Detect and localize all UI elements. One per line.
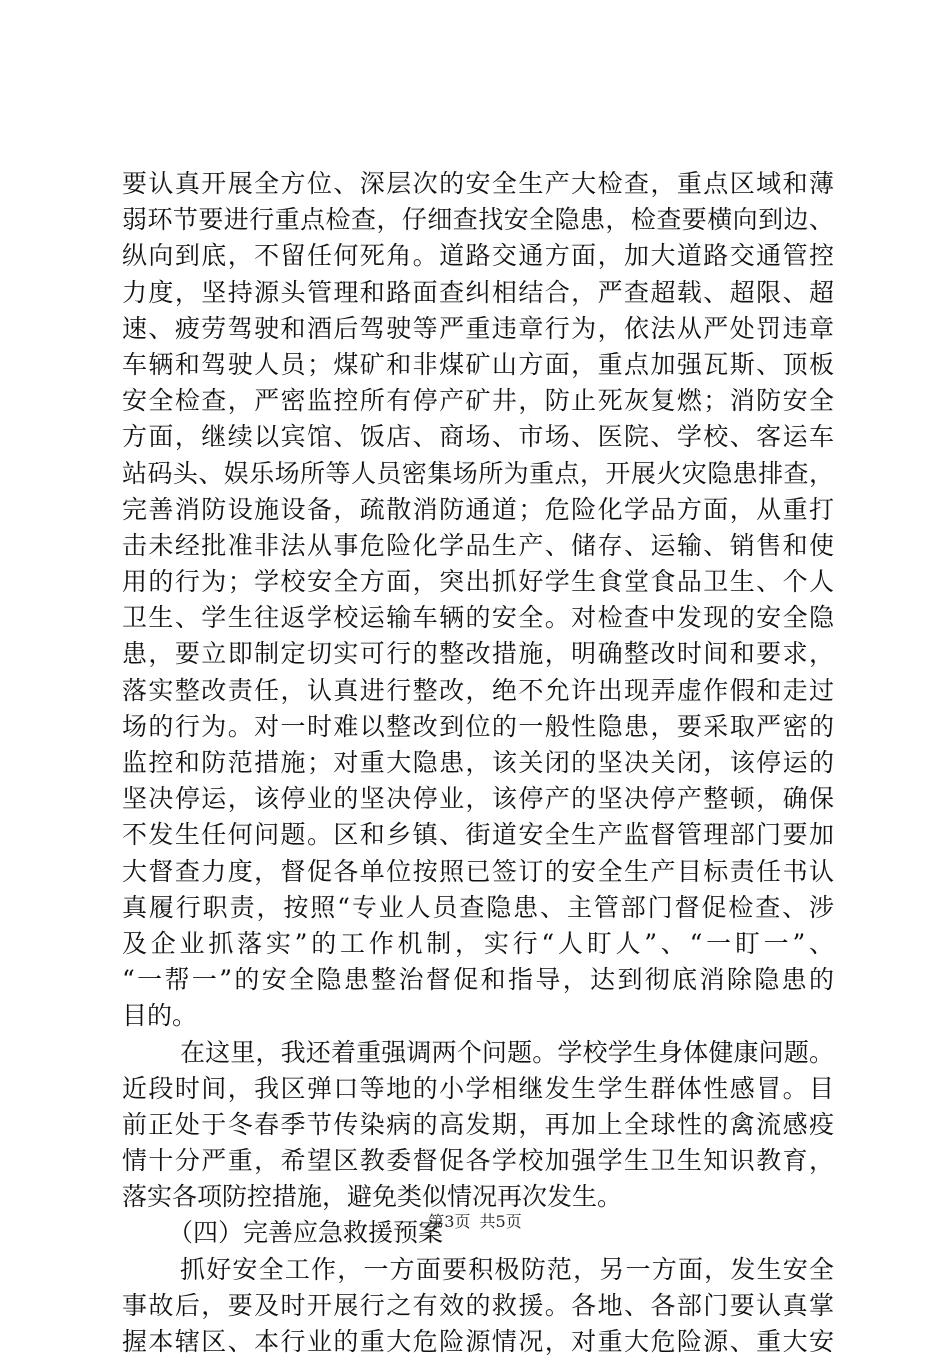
text-line: 监控和防范措施；对重大隐患，该关闭的坚决关闭，该停运的 xyxy=(122,748,834,777)
text-line: 击未经批准非法从事危险化学品生产、储存、运输、销售和使 xyxy=(122,530,834,560)
text-line: 纵向到底，不留任何死角。道路交通方面，加大道路交通管控 xyxy=(122,241,834,271)
text-line: 速、疲劳驾驶和酒后驾驶等严重违章行为，依法从严处罚违章 xyxy=(122,313,834,343)
text-line: 在这里，我还着重强调两个问题。学校学生身体健康问题。 xyxy=(180,1037,834,1067)
text-line: 方面，继续以宾馆、饭店、商场、市场、医院、学校、客运车 xyxy=(122,422,834,452)
text-line: 卫生、学生往返学校运输车辆的安全。对检查中发现的安全隐 xyxy=(122,603,834,633)
text-line: 抓好安全工作，一方面要积极防范，另一方面，发生安全 xyxy=(180,1254,834,1284)
page-total: 共5页 xyxy=(479,1212,522,1231)
text-line: 近段时间，我区弹口等地的小学相继发生学生群体性感冒。目 xyxy=(122,1073,834,1103)
text-line: 患，要立即制定切实可行的整改措施，明确整改时间和要求， xyxy=(122,639,834,669)
text-line: 目的。 xyxy=(122,1001,198,1031)
text-line: 不发生任何问题。区和乡镇、街道安全生产监督管理部门要加 xyxy=(122,820,834,850)
text-line: 完善消防设施设备，疏散消防通道；危险化学品方面，从重打 xyxy=(122,494,834,524)
text-line: “一帮一”的安全隐患整治督促和指导，达到彻底消除隐患的 xyxy=(122,965,834,995)
text-line: 安全检查，严密监控所有停产矿井，防止死灰复燃；消防安全 xyxy=(122,386,834,416)
text-line: 站码头、娱乐场所等人员密集场所为重点，开展火灾隐患排查， xyxy=(122,458,834,488)
text-line: 真履行职责，按照“专业人员查隐患、主管部门督促检查、涉 xyxy=(122,892,834,922)
text-line: 弱环节要进行重点检查，仔细查找安全隐患，检查要横向到边、 xyxy=(122,205,834,235)
text-line: 握本辖区、本行业的重大危险源情况，对重大危险源、重大安 xyxy=(122,1327,834,1356)
text-line: 大督查力度，督促各单位按照已签订的安全生产目标责任书认 xyxy=(122,856,834,886)
text-line: 要认真开展全方位、深层次的安全生产大检查，重点区域和薄 xyxy=(122,169,834,198)
text-line: 情十分严重，希望区教委督促各学校加强学生卫生知识教育， xyxy=(122,1146,834,1176)
text-line: 落实各项防控措施，避免类似情况再次发生。 xyxy=(122,1182,623,1212)
text-line: 场的行为。对一时难以整改到位的一般性隐患，要采取严密的 xyxy=(122,711,834,741)
text-line: 力度，坚持源头管理和路面查纠相结合，严查超载、超限、超 xyxy=(122,277,834,307)
text-line: 车辆和驾驶人员；煤矿和非煤矿山方面，重点加强瓦斯、顶板 xyxy=(122,349,834,379)
text-line: 坚决停运，该停业的坚决停业，该停产的坚决停产整顿，确保 xyxy=(122,784,834,814)
body-text xyxy=(122,166,834,1360)
text-line: 及企业抓落实”的工作机制，实行“人盯人”、“一盯一”、 xyxy=(122,928,834,958)
page-footer xyxy=(0,1212,950,1232)
page-number: 第3页 xyxy=(428,1212,471,1231)
text-line: 前正处于冬春季节传染病的高发期，再加上全球性的禽流感疫 xyxy=(122,1109,834,1139)
text-line: 落实整改责任，认真进行整改，绝不允许出现弄虚作假和走过 xyxy=(122,675,834,705)
section-heading: （四）完善应急救援预案 xyxy=(168,1218,444,1248)
text-line: 事故后，要及时开展行之有效的救援。各地、各部门要认真掌 xyxy=(122,1290,834,1320)
text-line: 用的行为；学校安全方面，突出抓好学生食堂食品卫生、个人 xyxy=(122,567,834,597)
